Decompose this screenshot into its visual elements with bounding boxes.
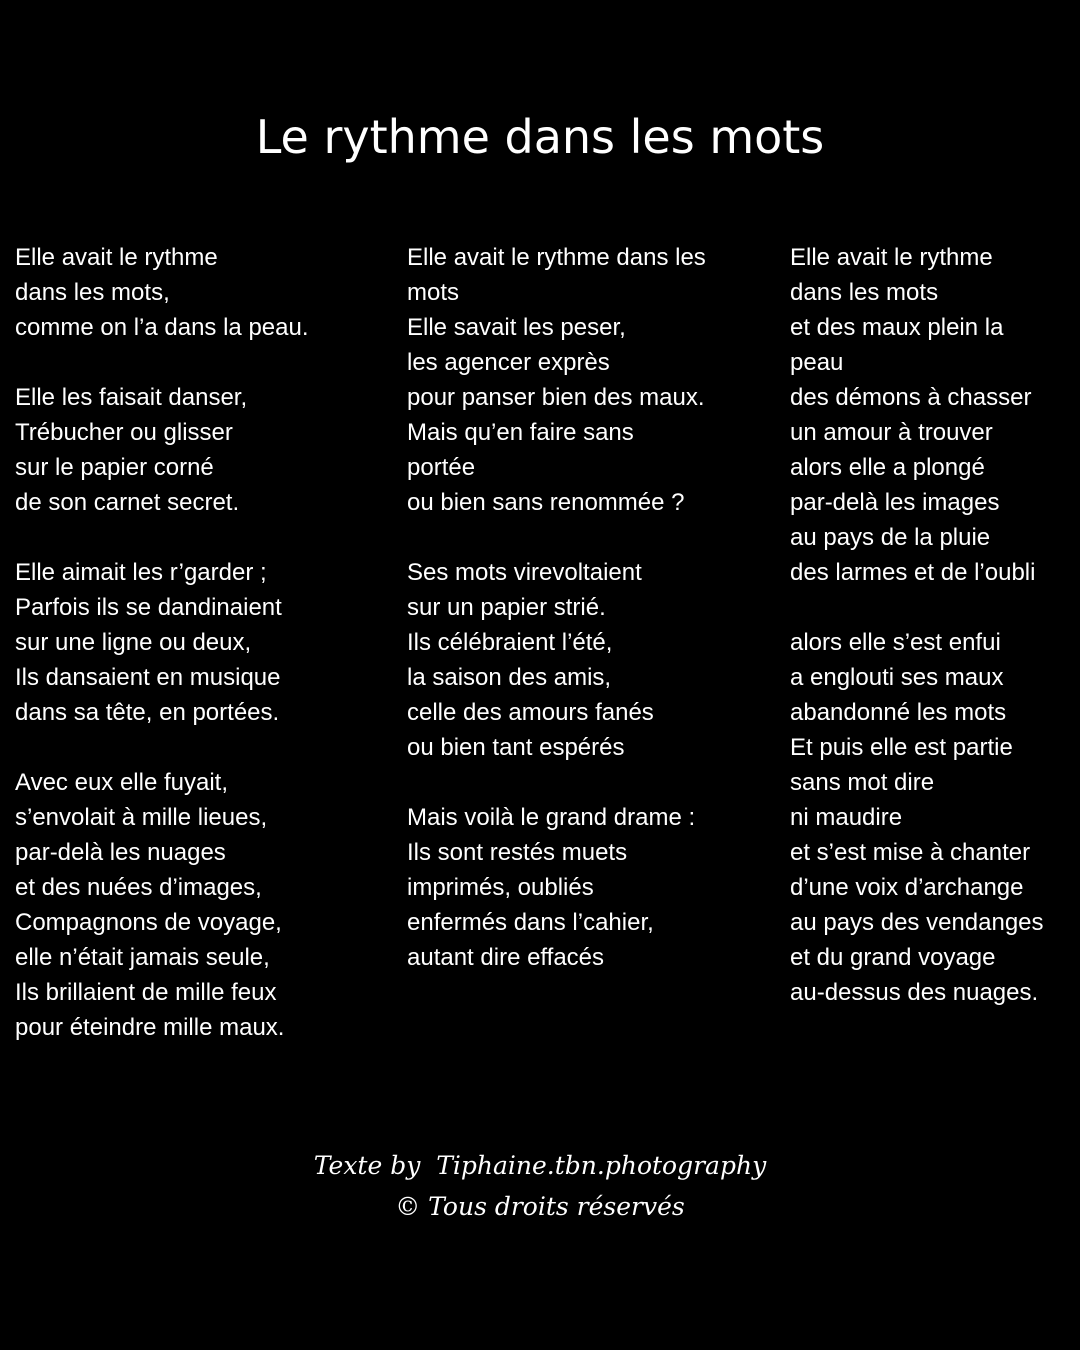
author-credit: Texte by Tiphaine.tbn.photography	[313, 1151, 767, 1180]
poem-line: mots	[407, 279, 460, 306]
poem-line: Avec eux elle fuyait,	[15, 769, 229, 796]
poem-line: Elle avait le rythme	[15, 244, 218, 271]
poem-column-3	[790, 240, 1075, 1010]
poem-line: celle des amours fanés	[407, 699, 654, 726]
poem-title: Le rythme dans les mots	[255, 110, 825, 164]
poem-line: sur le papier corné	[15, 454, 214, 481]
poem-line: et s’est mise à chanter	[790, 839, 1031, 866]
poem-line: un amour à trouver	[790, 419, 993, 446]
poem-line: Elle aimait les r’garder ;	[15, 559, 267, 586]
poem-line: Mais voilà le grand drame :	[407, 804, 696, 831]
poem-line	[407, 765, 777, 800]
poem-line: Elle avait le rythme dans les	[407, 244, 706, 271]
poem-line: Ils brillaient de mille feux	[15, 979, 277, 1006]
poem-line	[15, 345, 385, 380]
poem-line: Parfois ils se dandinaient	[15, 594, 282, 621]
poem-line: au pays de la pluie	[790, 524, 991, 551]
poem-line: dans les mots,	[15, 279, 170, 306]
poem-line: sur un papier strié.	[407, 594, 606, 621]
poem-line: alors elle a plongé	[790, 454, 985, 481]
poem-line: sans mot dire	[790, 769, 935, 796]
poem-line: ni maudire	[790, 804, 903, 831]
poem-line: portée	[407, 454, 476, 481]
poem-line: Et puis elle est partie	[790, 734, 1013, 761]
poem-column-1	[15, 240, 385, 1045]
footer	[0, 1145, 1080, 1227]
poem-line: elle n’était jamais seule,	[15, 944, 270, 971]
poem-line: ou bien sans renommée ?	[407, 489, 685, 516]
poem-line	[15, 520, 385, 555]
poem-line: au-dessus des nuages.	[790, 979, 1039, 1006]
poem-line: Compagnons de voyage,	[15, 909, 282, 936]
poem-line: Elle avait le rythme	[790, 244, 993, 271]
poem-line: la saison des amis,	[407, 664, 612, 691]
poem-line: abandonné les mots	[790, 699, 1007, 726]
poem-line: par-delà les images	[790, 489, 1000, 516]
poem-line: Ils célébraient l’été,	[407, 629, 613, 656]
poem-line: et des maux plein la	[790, 314, 1004, 341]
poem-line: et des nuées d’images,	[15, 874, 262, 901]
poem-line: imprimés, oubliés	[407, 874, 594, 901]
poem-line: autant dire effacés	[407, 944, 605, 971]
poem-line: Elle savait les peser,	[407, 314, 626, 341]
poem-line: comme on l’a dans la peau.	[15, 314, 309, 341]
poem-line: s’envolait à mille lieues,	[15, 804, 268, 831]
poem-line	[15, 730, 385, 765]
poem-line: Ils sont restés muets	[407, 839, 628, 866]
poem-line: pour panser bien des maux.	[407, 384, 705, 411]
poem-line: Trébucher ou glisser	[15, 419, 233, 446]
poem-line: alors elle s’est enfui	[790, 629, 1001, 656]
poem-line: peau	[790, 349, 844, 376]
poem-line: d’une voix d’archange	[790, 874, 1024, 901]
poem-line: dans sa tête, en portées.	[15, 699, 280, 726]
poem-line: Ses mots virevoltaient	[407, 559, 642, 586]
poem-line: sur une ligne ou deux,	[15, 629, 252, 656]
poem-line	[790, 590, 1075, 625]
copyright-notice: © Tous droits réservés	[395, 1192, 685, 1221]
poem-line: Mais qu’en faire sans	[407, 419, 634, 446]
poem-line: pour éteindre mille maux.	[15, 1014, 285, 1041]
poem-line: enfermés dans l’cahier,	[407, 909, 654, 936]
poem-line: ou bien tant espérés	[407, 734, 625, 761]
poem-line: dans les mots	[790, 279, 939, 306]
poem-line: au pays des vendanges	[790, 909, 1044, 936]
poem-line: et du grand voyage	[790, 944, 996, 971]
poem-line: Ils dansaient en musique	[15, 664, 281, 691]
poem-column-2	[407, 240, 777, 975]
poem-line: les agencer exprès	[407, 349, 610, 376]
poem-line: des démons à chasser	[790, 384, 1032, 411]
poem-line	[407, 520, 777, 555]
poem-line: Elle les faisait danser,	[15, 384, 248, 411]
poem-line: de son carnet secret.	[15, 489, 240, 516]
poem-line: a englouti ses maux	[790, 664, 1004, 691]
poem-line: des larmes et de l’oubli	[790, 559, 1036, 586]
poem-line: par-delà les nuages	[15, 839, 226, 866]
